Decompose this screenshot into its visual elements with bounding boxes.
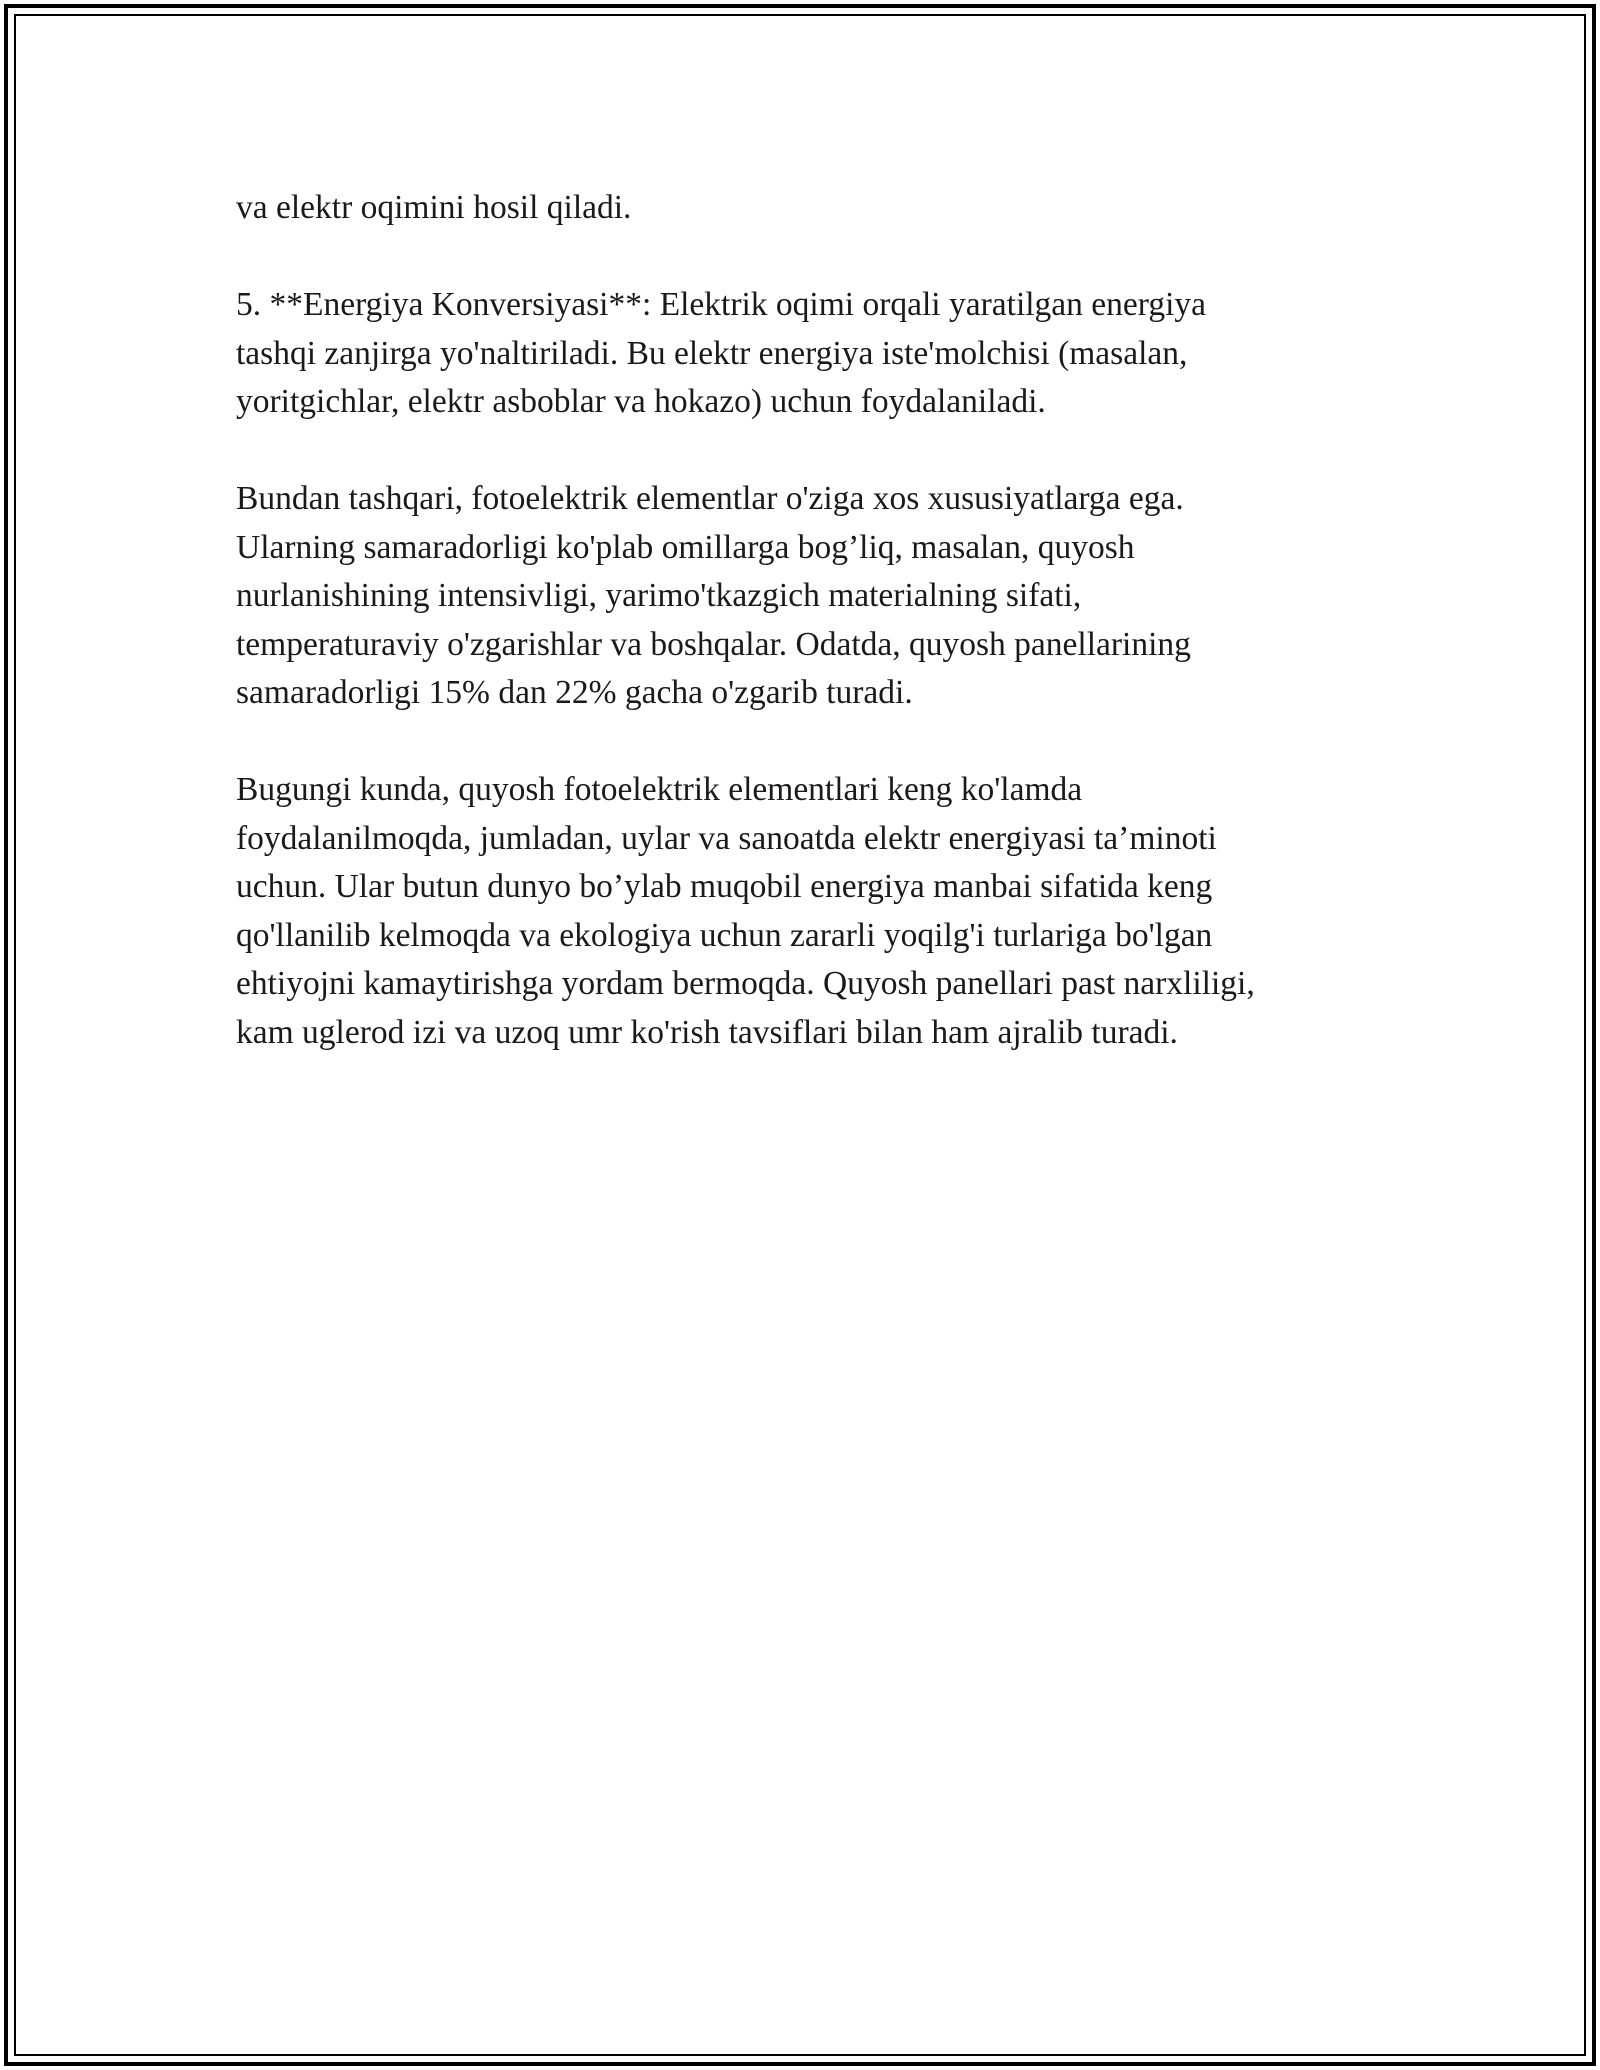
paragraph-2 xyxy=(236,281,1376,427)
text-line: kam uglerod izi va uzoq umr ko'rish tavsiflari bilan ham ajralib turadi. xyxy=(236,1013,1178,1051)
text-line: samaradorligi 15% dan 22% gacha o'zgarib turadi. xyxy=(236,674,913,711)
text-line: tashqi zanjirga yo'naltiriladi. Bu elektr energiya iste'molchisi (masalan, xyxy=(236,334,1188,372)
text-line: ehtiyojni kamaytirishga yordam bermoqda. Quyosh panellari past narxliligi, xyxy=(236,965,1255,1002)
text-line: Bugungi kunda, quyosh fotoelektrik elementlari keng ko'lamda xyxy=(236,771,1083,808)
text-line: qo'llanilib kelmoqda va ekologiya uchun zararli yoqilg'i turlariga bo'lgan xyxy=(236,916,1213,954)
paragraph-1 xyxy=(236,184,1376,233)
text-line: va elektr oqimini hosil qiladi. xyxy=(236,189,632,226)
text-line: yoritgichlar, elektr asboblar va hokazo) uchun foydalaniladi. xyxy=(236,383,1046,420)
paragraph-4 xyxy=(236,766,1376,1057)
text-line: foydalanilmoqda, jumladan, uylar va sanoatda elektr energiyasi ta’minoti xyxy=(236,819,1217,857)
text-line: uchun. Ular butun dunyo bo’ylab muqobil energiya manbai sifatida keng xyxy=(236,868,1213,905)
document-body xyxy=(236,184,1376,1106)
text-line: Ularning samaradorligi ko'plab omillarga bog’liq, masalan, quyosh xyxy=(236,528,1135,566)
text-line: Bundan tashqari, fotoelektrik elementlar o'ziga xos xususiyatlarga ega. xyxy=(236,480,1184,517)
text-line: temperaturaviy o'zgarishlar va boshqalar. Odatda, quyosh panellarining xyxy=(236,625,1191,663)
paragraph-3 xyxy=(236,475,1376,718)
text-line: nurlanishining intensivligi, yarimo'tkazgich materialning sifati, xyxy=(236,577,1082,614)
text-line: 5. **Energiya Konversiyasi**: Elektrik oqimi orqali yaratilgan energiya xyxy=(236,286,1207,323)
